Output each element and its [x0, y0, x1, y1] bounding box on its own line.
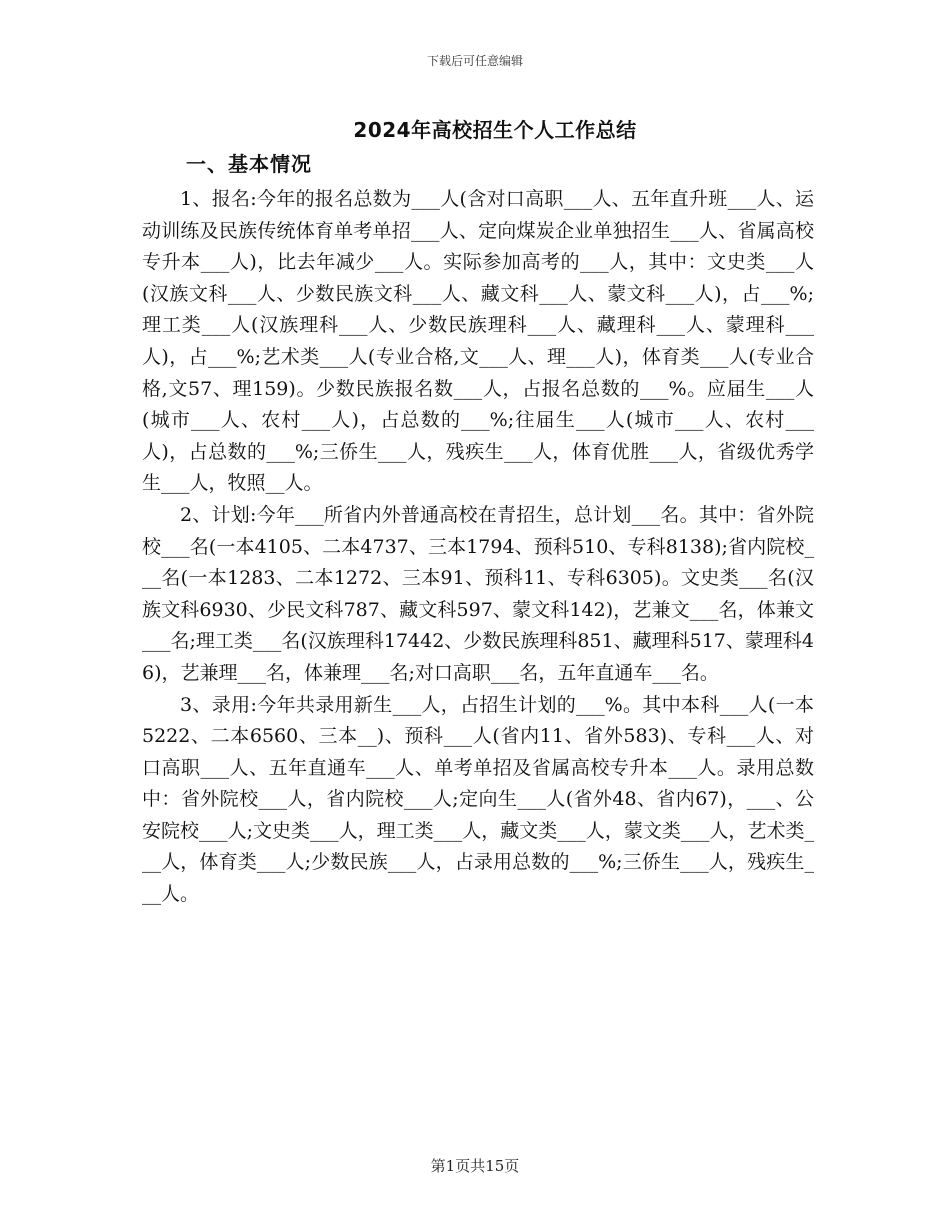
paragraph-registration: 1、报名:今年的报名总数为___人(含对口高职___人、五年直升班___人、运动训练及民族传统体育单考单招___人、定向煤炭企业单独招生___人、省属高校专升本___人)，比去年减少___人。实际参加高考的___人，其中：文史类___人(汉族文科___人、少数民族文科___人、藏文科___人、蒙文科___人)，占___%;理工类___人(汉族理科___人、少数民族理科___人、藏理科___人、蒙理科___人)，占___%;艺术类___人(专业合格,文___人、理___人)，体育类___人(专业合格,文57、理159)。少数民族报名数___人，占报名总数的___%。应届生___人(城市___人、农村___人)，占总数的___%;往届生___人(城市___人、农村___人)，占总数的___%;三侨生___人，残疾生___人，体育优胜___人，省级优秀学生___人，牧照__人。 — [142, 188, 814, 495]
document-title: 2024年高校招生个人工作总结 — [353, 118, 637, 142]
document-body — [142, 184, 814, 911]
section-heading: 一、基本情况 — [186, 152, 312, 176]
paragraph-admission: 3、录用:今年共录用新生___人，占招生计划的___%。其中本科___人(一本5222、二本6560、三本__)、预科___人(省内11、省外583)、专科___人、对口高职___人、五年直通车___人、单考单招及省属高校专升本___人。录用总数中：省外院校___人，省内院校___人;定向生___人(省外48、省内67)，___、公安院校___人;文史类___人，理工类___人，藏文类___人，蒙文类___人，艺术类___人，体育类___人;少数民族___人，占录用总数的___%;三侨生___人，残疾生___人。 — [142, 693, 814, 906]
header-note: 下载后可任意编辑 — [426, 54, 523, 68]
page-indicator: 第1页共15页 — [430, 1157, 520, 1175]
paragraph-plan: 2、计划:今年___所省内外普通高校在青招生，总计划___名。其中：省外院校___名(一本4105、二本4737、三本1794、预科510、专科8138);省内院校___名(一本1283、二本1272、三本91、预科11、专科6305)。文史类___名(汉族文科6930、少民文科787、藏文科597、蒙文科142)，艺兼文___名，体兼文___名;理工类___名(汉族理科17442、少数民族理科851、藏理科517、蒙理科46)，艺兼理___名，体兼理___名;对口高职___名，五年直通车___名。 — [142, 503, 814, 684]
